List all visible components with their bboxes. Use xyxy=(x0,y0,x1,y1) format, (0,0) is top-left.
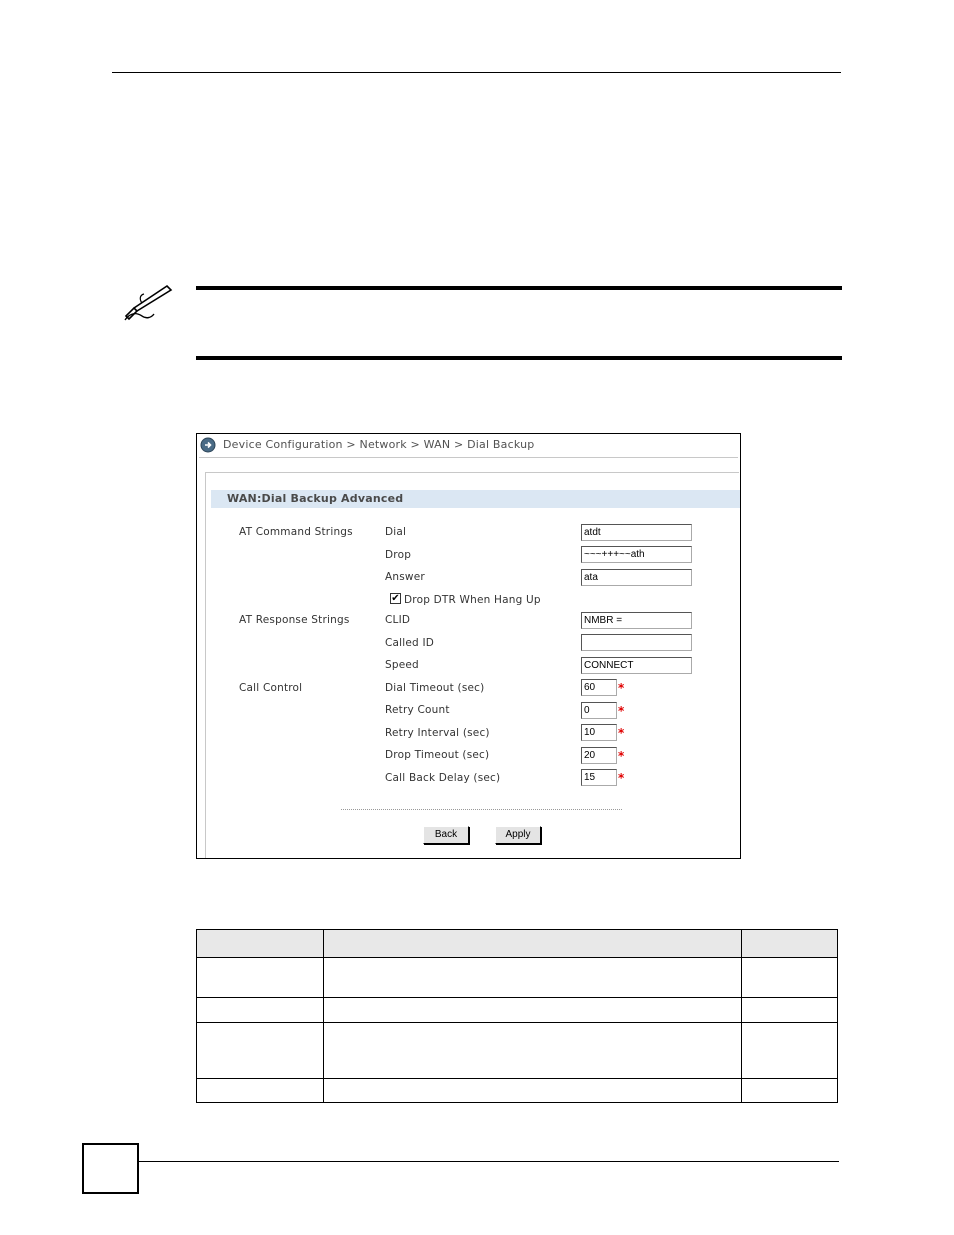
table-row xyxy=(197,998,838,1023)
group-label-call-control: Call Control xyxy=(239,682,303,694)
note-pencil-icon xyxy=(122,283,176,321)
note-rule-bottom xyxy=(196,356,842,360)
description-table xyxy=(196,929,838,1103)
header-rule xyxy=(112,72,841,73)
table-cell xyxy=(742,1023,838,1079)
required-mark: * xyxy=(618,749,625,763)
retry-interval-label: Retry Interval (sec) xyxy=(385,727,490,739)
table-cell xyxy=(323,998,742,1023)
table-cell xyxy=(323,1079,742,1103)
drop-timeout-input[interactable]: 20 xyxy=(581,747,617,764)
called-id-label: Called ID xyxy=(385,637,435,649)
table-cell xyxy=(197,1023,324,1079)
drop-label: Drop xyxy=(385,549,412,561)
group-label-at-response: AT Response Strings xyxy=(239,614,350,626)
section-header xyxy=(211,490,740,508)
drop-timeout-label: Drop Timeout (sec) xyxy=(385,749,490,761)
dial-label: Dial xyxy=(385,526,407,538)
drop-input[interactable]: ~~~+++~~ath xyxy=(581,546,692,563)
back-button[interactable]: Back xyxy=(423,826,469,844)
table-header-cell xyxy=(197,930,324,958)
table-cell xyxy=(742,958,838,998)
dotted-divider xyxy=(341,809,622,810)
table-cell xyxy=(742,1079,838,1103)
apply-button[interactable]: Apply xyxy=(495,826,541,844)
answer-label: Answer xyxy=(385,571,425,583)
table-header-cell xyxy=(323,930,742,958)
required-mark: * xyxy=(618,681,625,695)
dial-timeout-label: Dial Timeout (sec) xyxy=(385,682,485,694)
retry-count-input[interactable]: 0 xyxy=(581,702,617,719)
dial-input[interactable]: atdt xyxy=(581,524,692,541)
table-row xyxy=(197,1023,838,1079)
drop-dtr-checkbox[interactable]: ✔ xyxy=(391,593,400,604)
called-id-input[interactable] xyxy=(581,634,692,651)
drop-dtr-label: Drop DTR When Hang Up xyxy=(404,594,541,606)
speed-input[interactable]: CONNECT xyxy=(581,657,692,674)
footer-rule xyxy=(139,1161,839,1162)
dial-backup-advanced-screenshot xyxy=(196,433,741,859)
note-rule-top xyxy=(196,286,842,290)
breadcrumb-divider xyxy=(199,457,738,458)
table-cell xyxy=(197,1079,324,1103)
table-header-row xyxy=(197,930,838,958)
answer-input[interactable]: ata xyxy=(581,569,692,586)
group-label-at-command: AT Command Strings xyxy=(239,526,353,538)
table-cell xyxy=(323,958,742,998)
page-number-box xyxy=(82,1143,139,1194)
speed-label: Speed xyxy=(385,659,419,671)
retry-interval-input[interactable]: 10 xyxy=(581,724,617,741)
table-cell xyxy=(197,958,324,998)
clid-label: CLID xyxy=(385,614,411,626)
table-header-cell xyxy=(742,930,838,958)
required-mark: * xyxy=(618,726,625,740)
call-back-delay-input[interactable]: 15 xyxy=(581,769,617,786)
call-back-delay-label: Call Back Delay (sec) xyxy=(385,772,501,784)
required-mark: * xyxy=(618,771,625,785)
breadcrumb: Device Configuration > Network > WAN > Dial Backup xyxy=(223,438,535,451)
table-row xyxy=(197,1079,838,1103)
table-row xyxy=(197,958,838,998)
table-cell xyxy=(742,998,838,1023)
retry-count-label: Retry Count xyxy=(385,704,450,716)
clid-input[interactable]: NMBR = xyxy=(581,612,692,629)
arrow-circle-icon xyxy=(200,437,216,453)
table-cell xyxy=(197,998,324,1023)
table-cell xyxy=(323,1023,742,1079)
breadcrumb-bar xyxy=(197,434,740,456)
required-mark: * xyxy=(618,704,625,718)
dial-timeout-input[interactable]: 60 xyxy=(581,679,617,696)
section-title: WAN:Dial Backup Advanced xyxy=(227,492,404,505)
